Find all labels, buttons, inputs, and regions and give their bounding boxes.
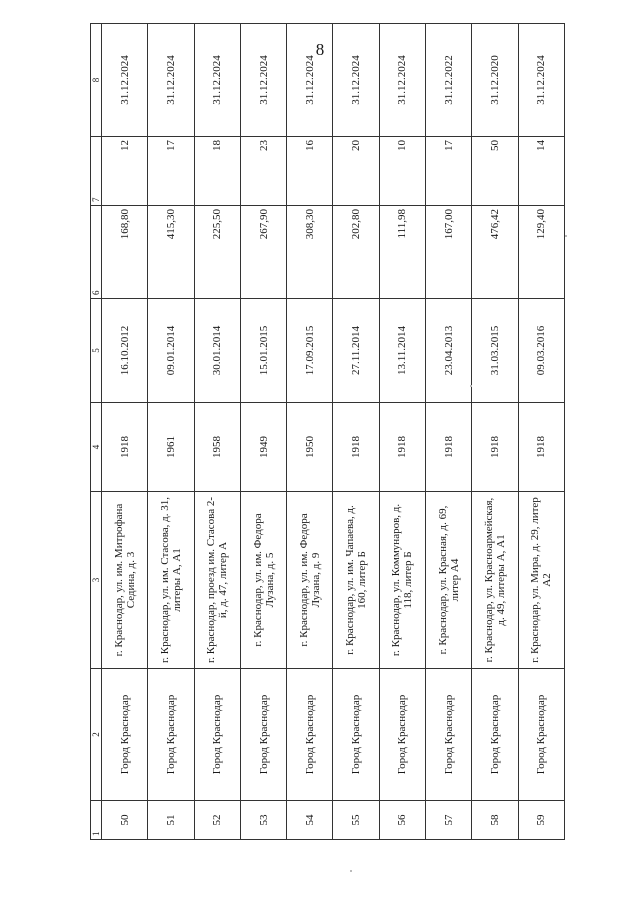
area-cell: 111,98 — [379, 206, 425, 299]
table-row — [379, 24, 425, 840]
date-cell: 16.10.2012 — [102, 299, 148, 403]
municipality-cell: Город Краснодар — [287, 669, 333, 801]
column-number: 5 — [91, 299, 102, 403]
table-row — [287, 24, 333, 840]
date-cell: 23.04.2013 — [426, 299, 472, 403]
column-number: 7 — [91, 137, 102, 206]
date-cell: 17.09.2015 — [287, 299, 333, 403]
table-row — [240, 24, 286, 840]
municipality-cell: Город Краснодар — [194, 669, 240, 801]
address-cell: г. Краснодар, ул. им. Чапаева, д. 160, литер Б — [333, 492, 379, 669]
column-number: 1 — [91, 801, 102, 840]
count-cell: 17 — [148, 137, 194, 206]
year-built-cell: 1918 — [426, 403, 472, 492]
area-cell: 415,30 — [148, 206, 194, 299]
date-cell: 31.03.2015 — [472, 299, 518, 403]
address-cell: г. Краснодар, ул. Мира, д. 29, литер А2 — [518, 492, 564, 669]
date-cell: 30.01.2014 — [194, 299, 240, 403]
term-date-cell: 31.12.2024 — [287, 24, 333, 137]
year-built-cell: 1918 — [379, 403, 425, 492]
address-cell: г. Краснодар, ул. им. Стасова, д. 31, литеры А, А1 — [148, 492, 194, 669]
address-cell: г. Краснодар, ул. им. Митрофана Седина, д. 3 — [102, 492, 148, 669]
year-built-cell: 1958 — [194, 403, 240, 492]
term-date-cell: 31.12.2024 — [518, 24, 564, 137]
column-number: 8 — [91, 24, 102, 137]
date-cell: 09.03.2016 — [518, 299, 564, 403]
column-number: 2 — [91, 669, 102, 801]
municipality-cell: Город Краснодар — [472, 669, 518, 801]
year-built-cell: 1961 — [148, 403, 194, 492]
address-cell: г. Краснодар, ул. им. Федора Лузана, д. 9 — [287, 492, 333, 669]
municipality-cell: Город Краснодар — [102, 669, 148, 801]
housing-registry-table — [90, 23, 565, 840]
area-cell: 202,80 — [333, 206, 379, 299]
date-cell: 15.01.2015 — [240, 299, 286, 403]
count-cell: 17 — [426, 137, 472, 206]
column-number: 3 — [91, 492, 102, 669]
row-number-cell: 55 — [333, 801, 379, 840]
row-number-cell: 50 — [102, 801, 148, 840]
area-cell: 308,30 — [287, 206, 333, 299]
term-date-cell: 31.12.2020 — [472, 24, 518, 137]
count-cell: 10 — [379, 137, 425, 206]
year-built-cell: 1949 — [240, 403, 286, 492]
area-cell: 267,90 — [240, 206, 286, 299]
row-number-cell: 53 — [240, 801, 286, 840]
row-number-cell: 52 — [194, 801, 240, 840]
row-number-cell: 58 — [472, 801, 518, 840]
table-row — [194, 24, 240, 840]
scan-speck — [565, 235, 567, 237]
year-built-cell: 1918 — [333, 403, 379, 492]
area-cell: 168,80 — [102, 206, 148, 299]
scan-speck — [470, 385, 472, 387]
count-cell: 14 — [518, 137, 564, 206]
term-date-cell: 31.12.2024 — [240, 24, 286, 137]
municipality-cell: Город Краснодар — [240, 669, 286, 801]
date-cell: 09.01.2014 — [148, 299, 194, 403]
table-row — [102, 24, 148, 840]
address-cell: г. Краснодар, ул. им. Федора Лузана, д. 5 — [240, 492, 286, 669]
count-cell: 12 — [102, 137, 148, 206]
scan-speck — [350, 870, 352, 872]
address-cell: г. Краснодар, ул. Красноармейская, д. 49, литеры А, А1 — [472, 492, 518, 669]
row-number-cell: 51 — [148, 801, 194, 840]
year-built-cell: 1918 — [472, 403, 518, 492]
table-row — [148, 24, 194, 840]
row-number-cell: 56 — [379, 801, 425, 840]
table-row — [333, 24, 379, 840]
table-body — [91, 24, 565, 840]
address-cell: г. Краснодар, ул. Коммунаров, д. 118, литер Б — [379, 492, 425, 669]
municipality-cell: Город Краснодар — [148, 669, 194, 801]
municipality-cell: Город Краснодар — [518, 669, 564, 801]
address-cell: г. Краснодар, ул. Красная, д. 69, литер А4 — [426, 492, 472, 669]
year-built-cell: 1950 — [287, 403, 333, 492]
term-date-cell: 31.12.2024 — [333, 24, 379, 137]
term-date-cell: 31.12.2022 — [426, 24, 472, 137]
area-cell: 129,40 — [518, 206, 564, 299]
date-cell: 13.11.2014 — [379, 299, 425, 403]
rotated-table-container — [90, 55, 565, 840]
area-cell: 225,50 — [194, 206, 240, 299]
date-cell: 27.11.2014 — [333, 299, 379, 403]
table-row — [426, 24, 472, 840]
term-date-cell: 31.12.2024 — [148, 24, 194, 137]
page-number: 8 — [315, 40, 325, 59]
column-number-row — [91, 24, 102, 840]
area-cell: 167,00 — [426, 206, 472, 299]
year-built-cell: 1918 — [102, 403, 148, 492]
municipality-cell: Город Краснодар — [379, 669, 425, 801]
column-number: 6 — [91, 206, 102, 299]
term-date-cell: 31.12.2024 — [379, 24, 425, 137]
count-cell: 18 — [194, 137, 240, 206]
count-cell: 23 — [240, 137, 286, 206]
table-row — [518, 24, 564, 840]
address-cell: г. Краснодар, проезд им. Стасова 2-й, д. 47, литер А — [194, 492, 240, 669]
row-number-cell: 57 — [426, 801, 472, 840]
count-cell: 20 — [333, 137, 379, 206]
row-number-cell: 54 — [287, 801, 333, 840]
count-cell: 50 — [472, 137, 518, 206]
table-row — [472, 24, 518, 840]
municipality-cell: Город Краснодар — [426, 669, 472, 801]
year-built-cell: 1918 — [518, 403, 564, 492]
area-cell: 476,42 — [472, 206, 518, 299]
column-number: 4 — [91, 403, 102, 492]
term-date-cell: 31.12.2024 — [102, 24, 148, 137]
row-number-cell: 59 — [518, 801, 564, 840]
municipality-cell: Город Краснодар — [333, 669, 379, 801]
count-cell: 16 — [287, 137, 333, 206]
term-date-cell: 31.12.2024 — [194, 24, 240, 137]
